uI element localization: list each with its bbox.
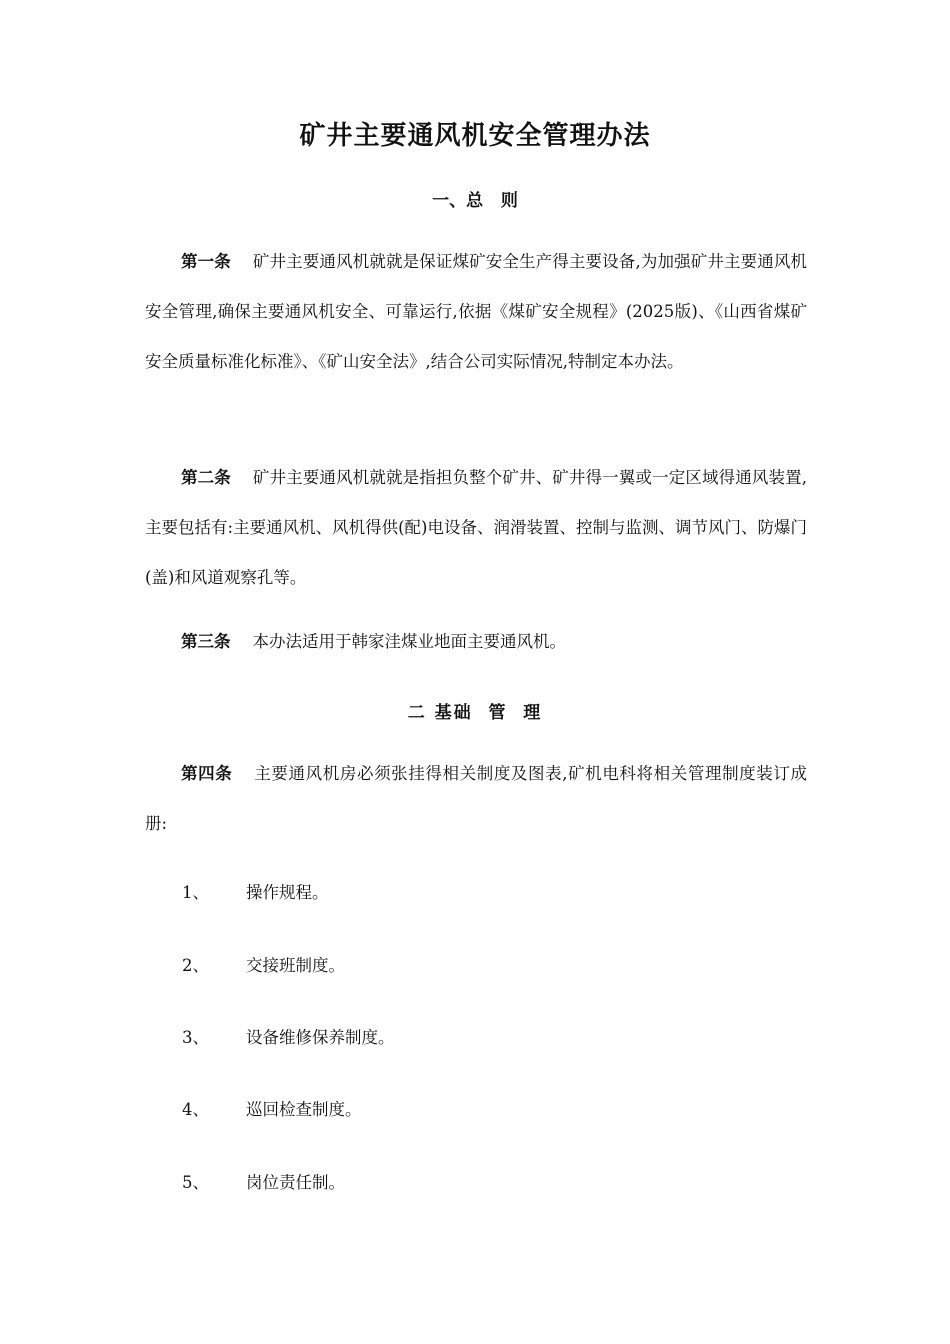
list-item xyxy=(182,1168,782,1198)
article-label: 第三条 xyxy=(181,632,231,651)
list-number: 1、 xyxy=(182,883,209,902)
list-text: 操作规程。 xyxy=(246,883,329,902)
list-number: 4、 xyxy=(182,1100,209,1119)
section-heading-general: 一、总 则 xyxy=(432,191,518,211)
list-item xyxy=(182,951,782,981)
article-2 xyxy=(145,453,807,603)
article-1 xyxy=(145,237,807,387)
list-number: 2、 xyxy=(182,956,209,975)
list-text: 巡回检查制度。 xyxy=(246,1100,362,1119)
article-text: 本办法适用于韩家洼煤业地面主要通风机。 xyxy=(252,632,566,651)
list-number: 5、 xyxy=(182,1173,209,1192)
article-label: 第二条 xyxy=(181,468,231,487)
article-3 xyxy=(145,617,807,667)
article-text: 矿井主要通风机就就是保证煤矿安全生产得主要设备,为加强矿井主要通风机安全管理,确保主要通风机安全、可靠运行,依据《煤矿安全规程》(2025版)、《山西省煤矿安全质量标准化标准》、《矿山安全法》,结合公司实际情况,特制定本办法。 xyxy=(145,252,808,371)
article-text: 主要通风机房必须张挂得相关制度及图表,矿机电科将相关管理制度装订成册: xyxy=(145,764,808,833)
list-item xyxy=(182,878,782,908)
list-text: 交接班制度。 xyxy=(246,956,345,975)
article-label: 第四条 xyxy=(181,764,233,783)
article-4 xyxy=(145,749,807,849)
document-title: 矿井主要通风机安全管理办法 xyxy=(299,121,651,151)
list-text: 设备维修保养制度。 xyxy=(246,1028,395,1047)
article-label: 第一条 xyxy=(181,252,231,271)
section-heading-basic-management: 二 基础 管 理 xyxy=(407,703,543,723)
list-item xyxy=(182,1095,782,1125)
list-text: 岗位责任制。 xyxy=(246,1173,345,1192)
article-text: 矿井主要通风机就就是指担负整个矿井、矿井得一翼或一定区域得通风装置,主要包括有:主要通风机、风机得供(配)电设备、润滑装置、控制与监测、调节风门、防爆门(盖)和风道观察孔等。 xyxy=(145,468,808,587)
list-item xyxy=(182,1023,782,1053)
list-number: 3、 xyxy=(182,1028,209,1047)
